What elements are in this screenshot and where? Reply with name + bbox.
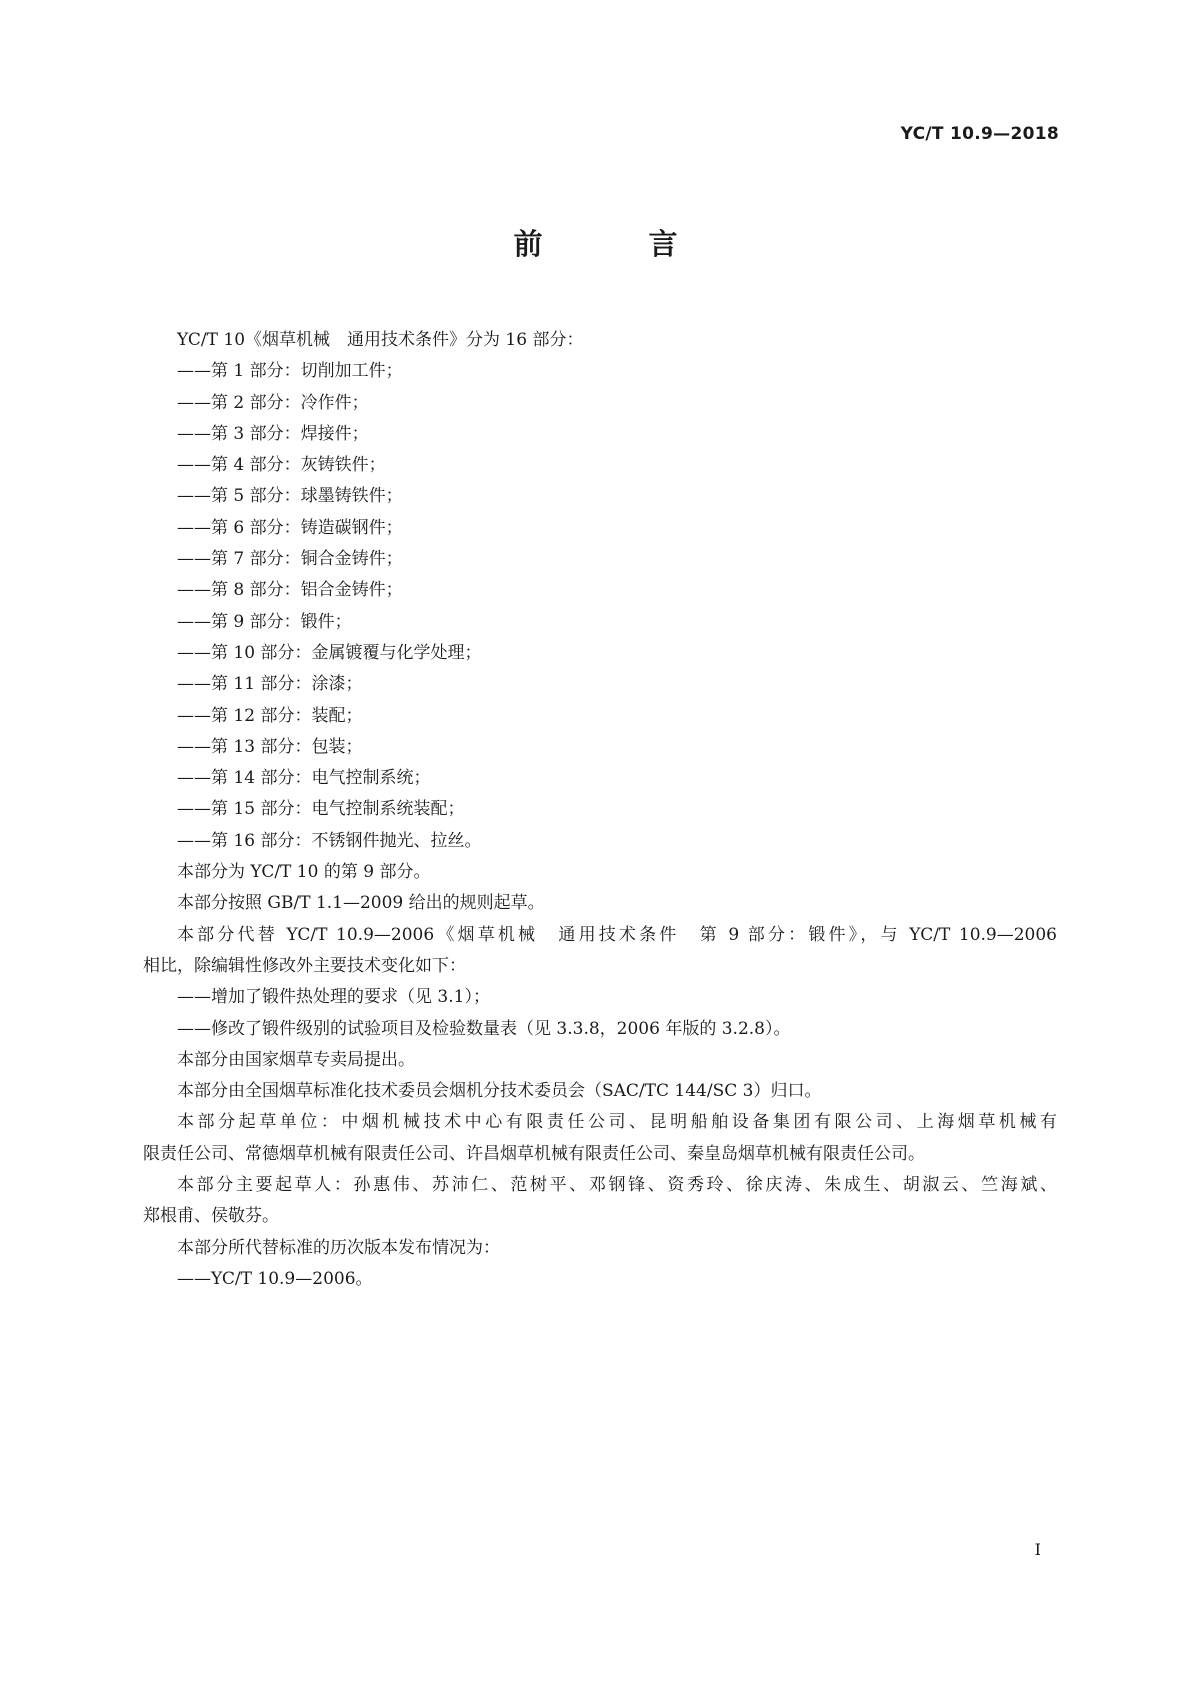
paragraph: 本部分按照 GB/T 1.1—2009 给出的规则起草。	[177, 893, 545, 914]
list-item: ——第 13 部分：包装；	[177, 736, 363, 757]
list-item: ——第 7 部分：铜合金铸件；	[177, 549, 403, 570]
list-item: ——第 11 部分：涂漆；	[177, 674, 363, 695]
list-item: ——YC/T 10.9—2006。	[177, 1268, 373, 1289]
paragraph: 本部分由全国烟草标准化技术委员会烟机分技术委员会（SAC/TC 144/SC 3）归口。	[177, 1081, 822, 1102]
paragraph: 本部分起草单位：中烟机械技术中心有限责任公司、昆明船舶设备集团有限公司、上海烟草机械有	[177, 1112, 1057, 1133]
list-item: ——第 2 部分：冷作件；	[177, 392, 369, 413]
page-title: 前 言	[513, 227, 726, 261]
list-item: ——第 16 部分：不锈钢件抛光、拉丝。	[177, 830, 482, 851]
list-item: ——第 8 部分：铝合金铸件；	[177, 580, 403, 601]
list-item: ——增加了锻件热处理的要求（见 3.1）；	[177, 987, 490, 1008]
list-item: ——第 1 部分：切削加工件；	[177, 361, 403, 382]
list-item: ——第 5 部分：球墨铸铁件；	[177, 486, 403, 507]
list-item: ——修改了锻件级别的试验项目及检验数量表（见 3.3.8，2006 年版的 3.2.8）。	[177, 1018, 791, 1039]
list-item: ——第 9 部分：锻件；	[177, 611, 352, 632]
paragraph: 本部分由国家烟草专卖局提出。	[177, 1049, 415, 1070]
list-item: ——第 6 部分：铸造碳钢件；	[177, 517, 403, 538]
list-item: ——第 4 部分：灰铸铁件；	[177, 455, 386, 476]
list-item: ——第 15 部分：电气控制系统装配；	[177, 799, 465, 820]
paragraph: YC/T 10《烟草机械 通用技术条件》分为 16 部分：	[177, 330, 584, 350]
paragraph: 本部分主要起草人：孙惠伟、苏沛仁、范树平、邓钢锋、资秀玲、徐庆涛、朱成生、胡淑云、竺海斌、	[177, 1175, 1057, 1196]
list-item: ——第 10 部分：金属镀覆与化学处理；	[177, 642, 482, 663]
page-number: I	[1034, 1540, 1041, 1559]
paragraph-continuation: 郑根甫、侯敬芬。	[143, 1206, 279, 1227]
list-item: ——第 14 部分：电气控制系统；	[177, 768, 431, 789]
foreword-body	[143, 325, 1057, 1295]
paragraph-continuation: 限责任公司、常德烟草机械有限责任公司、许昌烟草机械有限责任公司、秦皇岛烟草机械有限责任公司。	[143, 1143, 925, 1164]
list-item: ——第 3 部分：焊接件；	[177, 423, 369, 444]
paragraph: 本部分为 YC/T 10 的第 9 部分。	[177, 862, 431, 883]
paragraph: 本部分所代替标准的历次版本发布情况为：	[177, 1237, 500, 1258]
standard-code: YC/T 10.9—2018	[900, 124, 1059, 144]
list-item: ——第 12 部分：装配；	[177, 705, 363, 726]
paragraph: 本部分代替 YC/T 10.9—2006《烟草机械 通用技术条件 第 9 部分：锻件》，与 YC/T 10.9—2006	[177, 924, 1057, 945]
paragraph-continuation: 相比，除编辑性修改外主要技术变化如下：	[143, 955, 466, 976]
